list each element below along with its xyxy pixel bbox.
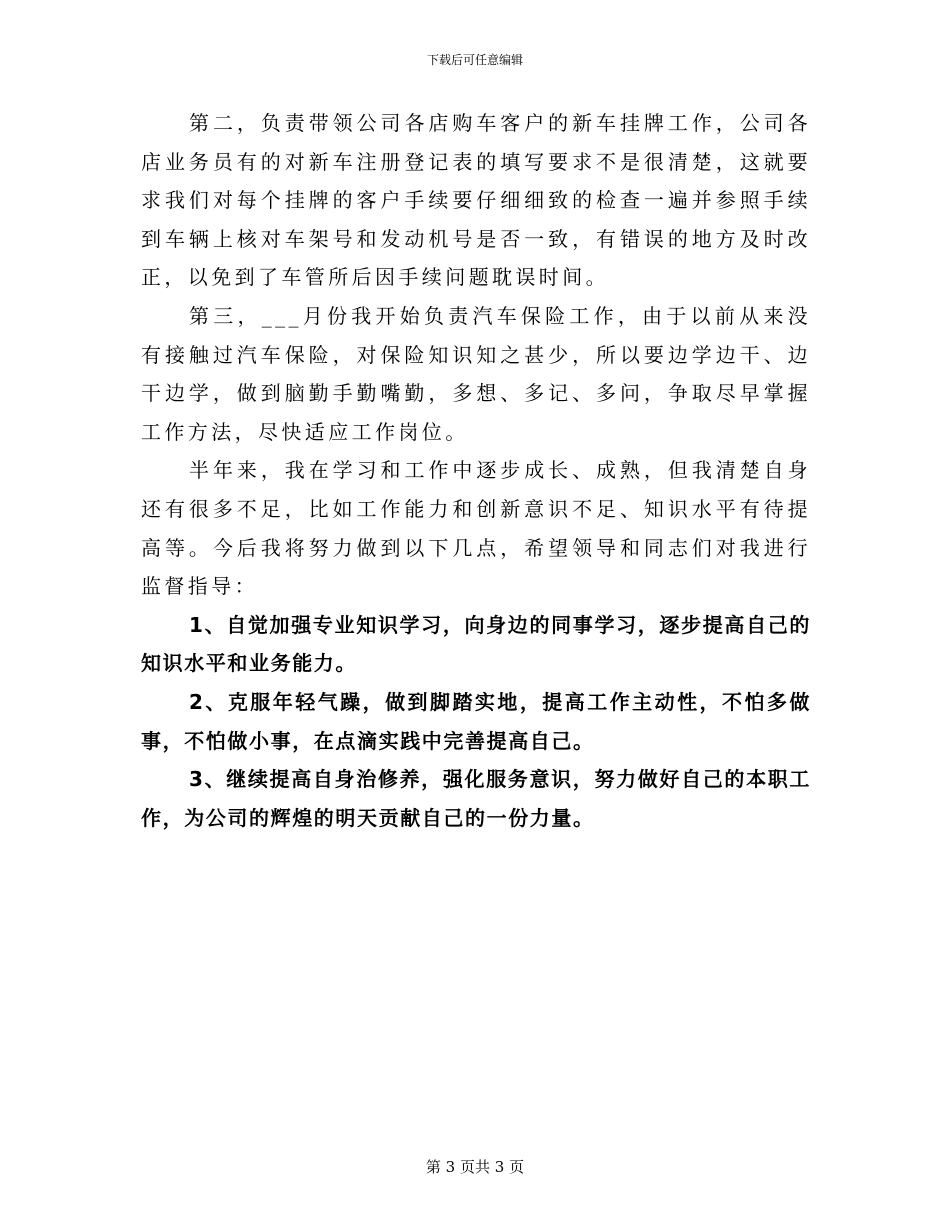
paragraph-third-duty: 第三，___月份我开始负责汽车保险工作，由于以前从来没有接触过汽车保险，对保险知识知之甚少，所以要边学边干、边干边学，做到脑勤手勤嘴勤，多想、多记、多问，争取尽早掌握工作方法，尽快适应工作岗位。 <box>141 303 811 444</box>
goal-item-1: 1、自觉加强专业知识学习，向身边的同事学习，逐步提高自己的知识水平和业务能力。 <box>141 612 811 676</box>
page-number: 第 3 页共 3 页 <box>425 1158 525 1176</box>
paragraph-second-duty: 第二，负责带领公司各店购车客户的新车挂牌工作，公司各店业务员有的对新车注册登记表的填写要求不是很清楚，这就要求我们对每个挂牌的客户手续要仔细细致的检查一遍并参照手续到车辆上核对车架号和发动机号是否一致，有错误的地方及时改正，以免到了车管所后因手续问题耽误时间。 <box>141 111 811 290</box>
paragraph-summary: 半年来，我在学习和工作中逐步成长、成熟，但我清楚自身还有很多不足，比如工作能力和创新意识不足、知识水平有待提高等。今后我将努力做到以下几点，希望领导和同志们对我进行监督指导： <box>141 458 811 599</box>
goal-item-2: 2、克服年轻气躁，做到脚踏实地，提高工作主动性，不怕多做事，不怕做小事，在点滴实践中完善提高自己。 <box>141 689 811 753</box>
page-footer <box>0 1157 950 1177</box>
page-header <box>0 52 950 68</box>
document-body <box>141 104 811 837</box>
header-note: 下载后可任意编辑 <box>426 53 523 67</box>
goal-item-3: 3、继续提高自身治修养，强化服务意识，努力做好自己的本职工作，为公司的辉煌的明天贡献自己的一份力量。 <box>141 767 811 830</box>
